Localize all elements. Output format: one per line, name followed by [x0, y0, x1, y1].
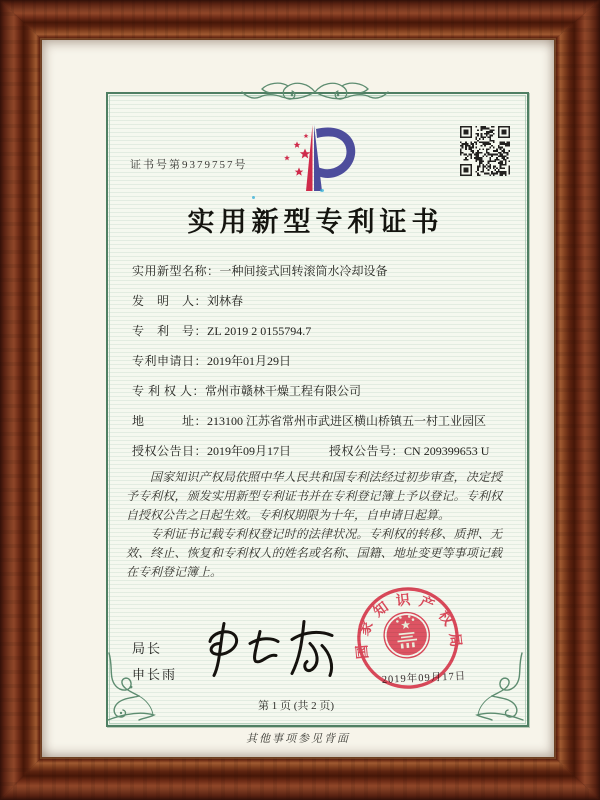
field-patent-no: 专 利 号：ZL 2019 2 0155794.7 [132, 324, 312, 338]
border-corner-flourish-left [106, 651, 178, 723]
seal-date-stamp: 2019年09月17日 [381, 671, 467, 686]
wood-frame-right [554, 0, 600, 800]
field-rows [132, 262, 522, 472]
certificate-paper [42, 40, 554, 757]
national-emblem [382, 610, 432, 660]
ink-speck [252, 196, 255, 199]
legal-text [126, 468, 502, 582]
commissioner-title: 局长 [132, 641, 163, 656]
field-name: 实用新型名称：一种间接式回转滚筒水冷却设备 [132, 264, 388, 278]
certificate-title: 实用新型专利证书 [187, 207, 444, 237]
see-back-note: 其他事项参见背面 [246, 733, 350, 745]
legal-paragraph-1: 国家知识产权局依照中华人民共和国专利法经过初步审查，决定授予专利权，颁发实用新型专利证书并在专利登记簿上予以登记。专利权自授权公告之日起生效。专利权期限为十年，自申请日起算。 [126, 470, 502, 522]
field-patentee: 专 利 权 人：常州市赣林干燥工程有限公司 [132, 384, 362, 398]
field-address: 地 址：213100 江苏省常州市武进区横山桥镇五一村工业园区 [132, 414, 487, 428]
page-number: 第 1 页 (共 2 页) [257, 700, 335, 712]
field-grant: 授权公告日：2019年09月17日 授权公告号：CN 209399653 U [132, 444, 490, 458]
field-filing-date: 专利申请日：2019年01月29日 [132, 354, 292, 368]
seal-org-text: 国家知识产权局 [354, 592, 464, 660]
cnipa-patent-logo [256, 112, 366, 204]
legal-paragraph-2: 专利证书记载专利权登记时的法律状况。专利权的转移、质押、无效、终止、恢复和专利权人的姓名或名称、国籍、地址变更等事项记载在专利登记簿上。 [126, 527, 502, 579]
logo-stars [284, 133, 310, 175]
wood-frame-bottom [0, 757, 600, 800]
ink-speck [320, 189, 324, 192]
handwritten-signature [200, 600, 345, 695]
field-inventor: 发 明 人：刘林春 [132, 294, 244, 308]
border-top-flourish [240, 78, 390, 106]
wood-frame-left [0, 0, 42, 800]
official-red-seal [349, 579, 468, 698]
commissioner-name: 申长雨 [132, 667, 178, 682]
qr-code [460, 126, 510, 176]
certificate-number: 证书号第9379757号 [130, 159, 248, 171]
wood-frame-top [0, 0, 600, 40]
